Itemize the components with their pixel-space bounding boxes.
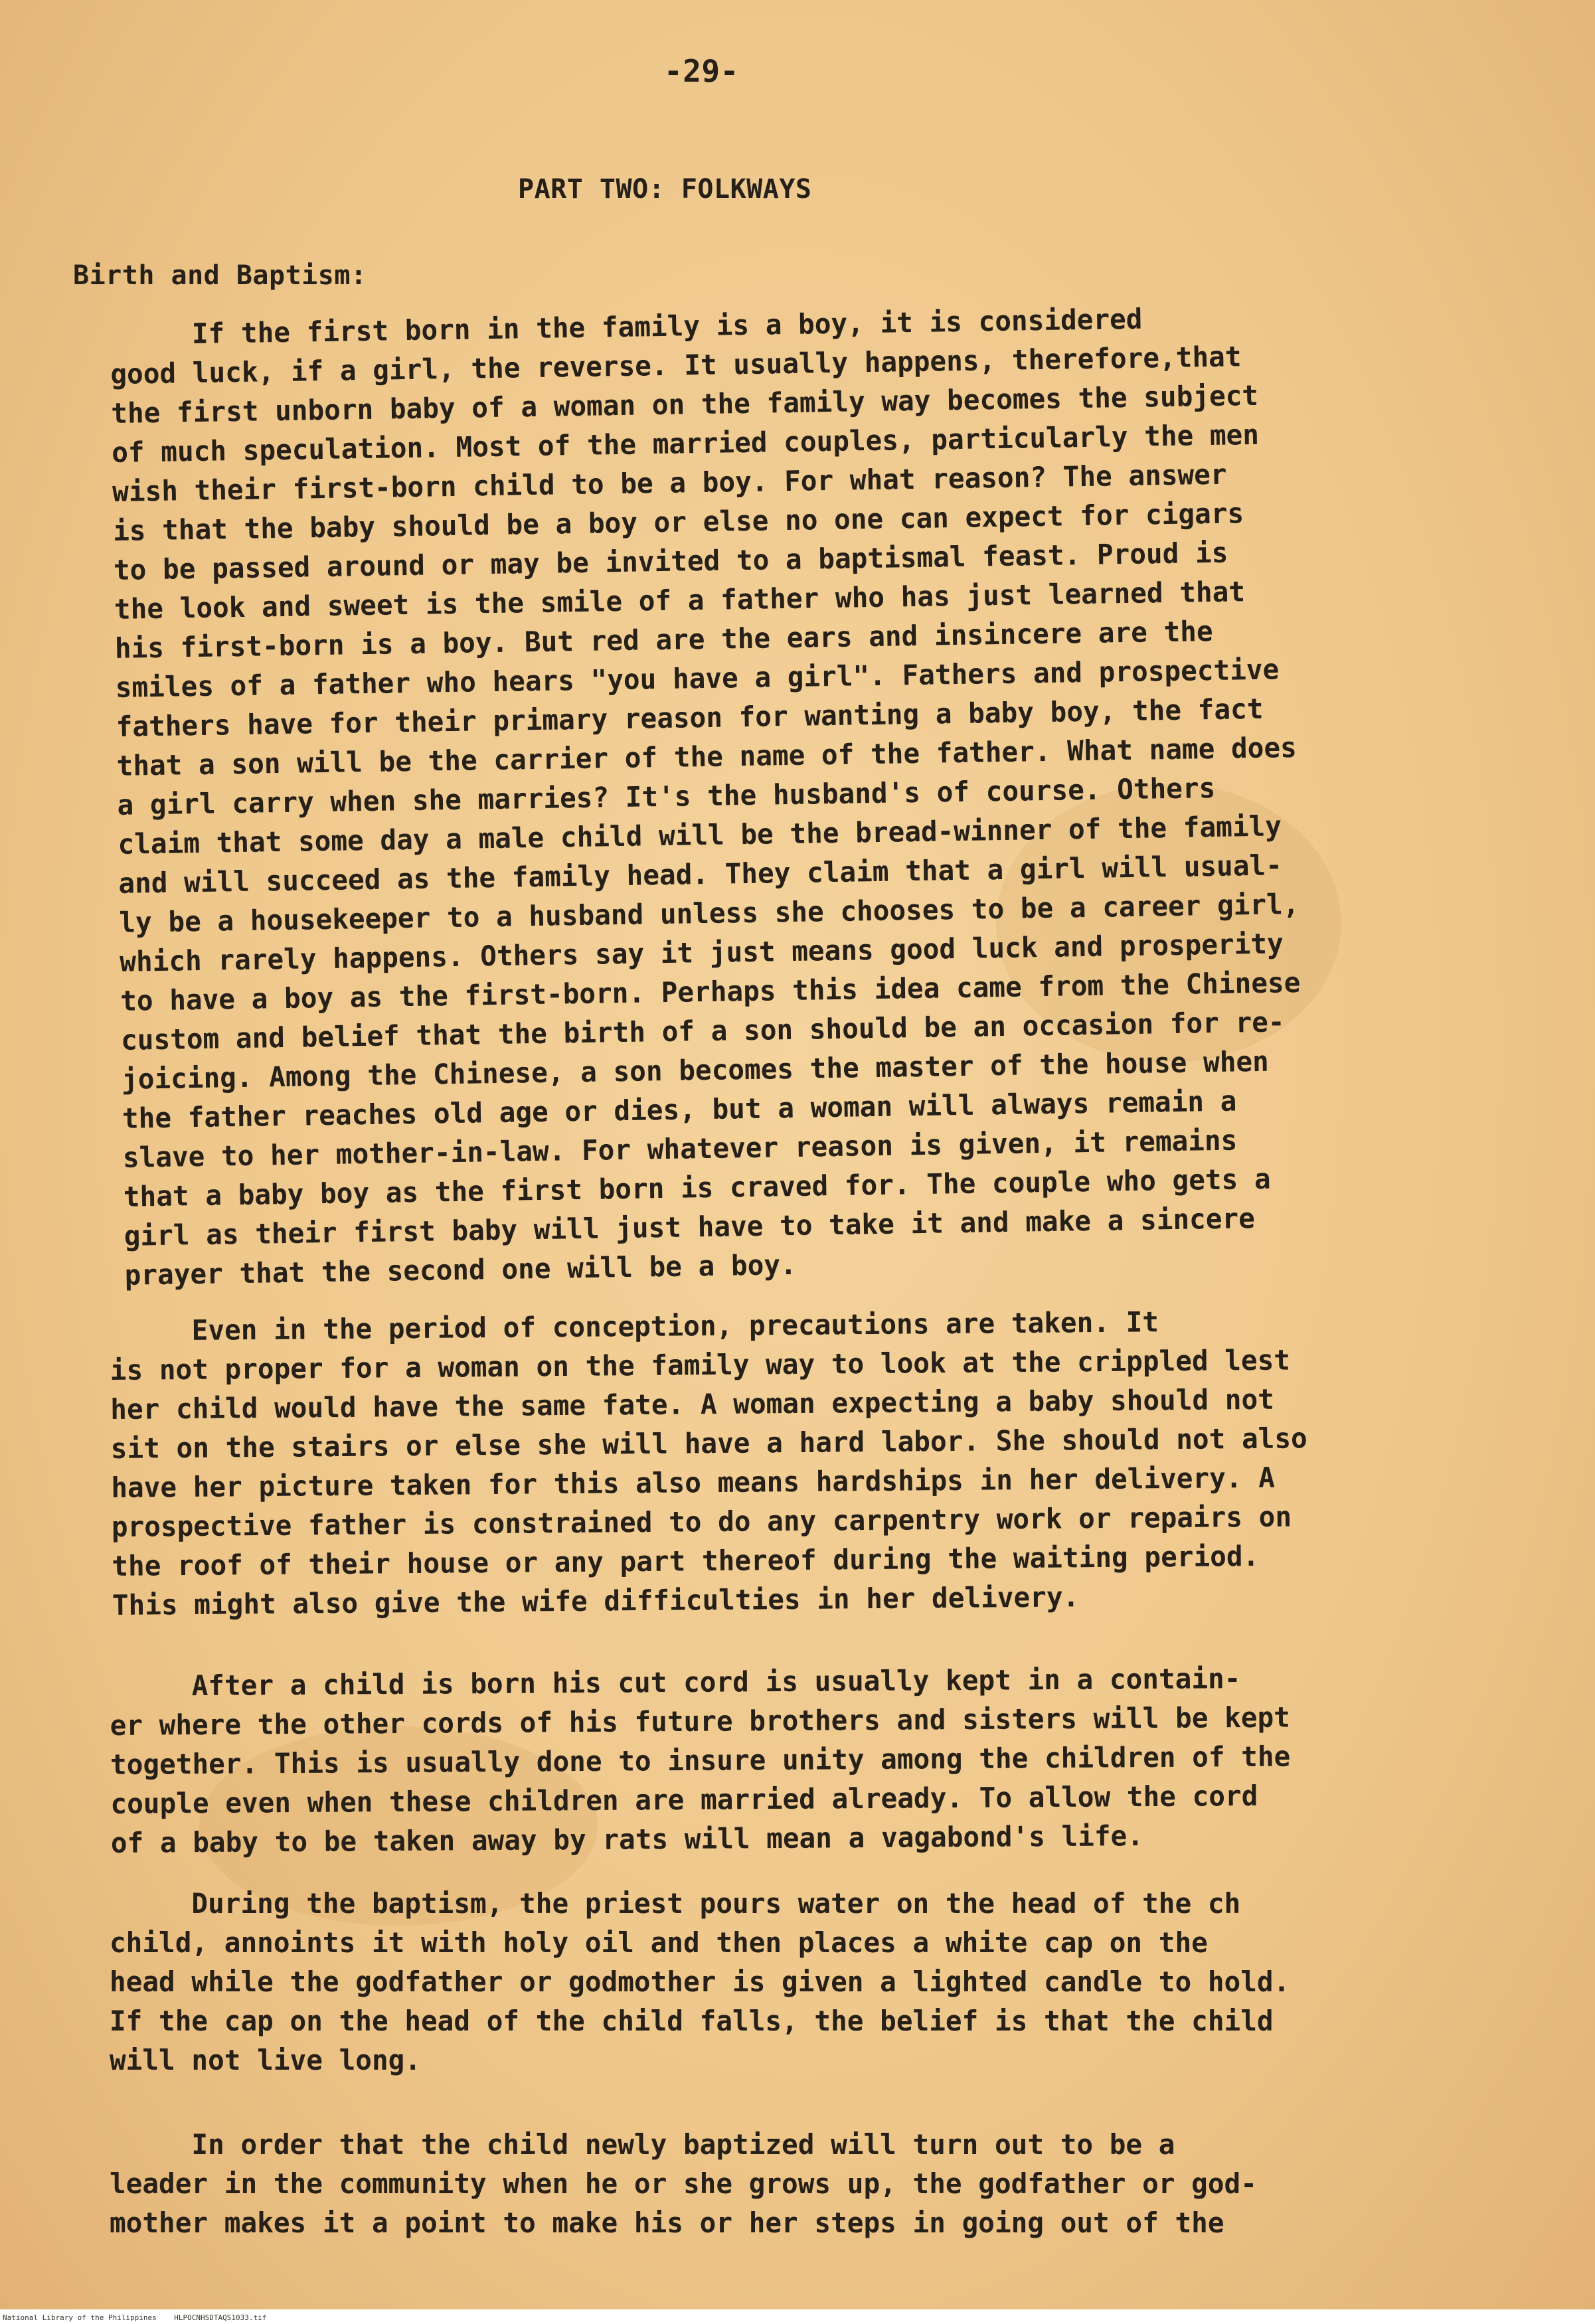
text-line: good luck, if a girl, the reverse. It usually happens, therefore,that xyxy=(110,340,1242,390)
text-line: that a baby boy as the first born is craved for. The couple who gets a xyxy=(123,1162,1271,1213)
paragraph-godparent xyxy=(110,2125,1504,2242)
text-line: joicing. Among the Chinese, a son becomes the master of the house when xyxy=(121,1044,1270,1096)
text-line: have her picture taken for this also means hardships in her delivery. A xyxy=(111,1461,1276,1504)
text-line: mother makes it a point to make his or her steps in going out of the xyxy=(110,2206,1224,2239)
text-line: of much speculation. Most of the married couples, particularly the men xyxy=(111,418,1260,469)
text-line: couple even when these children are married already. To allow the cord xyxy=(110,1779,1258,1820)
page-number: -29- xyxy=(664,53,739,89)
text-line: smiles of a father who hears "you have a girl". Fathers and prospective xyxy=(115,653,1280,704)
text-line: and will succeed as the family head. They claim that a girl will usual- xyxy=(118,849,1283,900)
text-line: This might also give the wife difficulties in her delivery. xyxy=(112,1580,1080,1621)
text-line: In order that the child newly baptized will turn out to be a xyxy=(110,2128,1175,2161)
text-line: a girl carry when she marries? It's the husband's of course. Others xyxy=(117,771,1216,821)
text-line: ly be a housekeeper to a husband unless she chooses to be a career girl, xyxy=(118,887,1300,939)
text-line: leader in the community when he or she grows up, the godfather or god- xyxy=(110,2167,1257,2200)
text-line: prayer that the second one will be a boy. xyxy=(124,1248,798,1291)
text-line: which rarely happens. Others say it just means good luck and prosperity xyxy=(119,927,1284,978)
scan-footer-caption: National Library of the Philippines HLPOCNHSDTAQS1033.tif xyxy=(3,2313,267,2322)
text-line: claim that some day a male child will be the bread-winner of the family xyxy=(118,809,1282,861)
text-line: wish their first-born child to be a boy. For what reason? The answer xyxy=(112,457,1227,508)
text-line: If the first born in the family is a boy, it is considered xyxy=(110,302,1143,351)
paragraph-cut-cord xyxy=(110,1657,1505,1863)
text-line: to have a boy as the first-born. Perhaps this idea came from the Chinese xyxy=(120,965,1301,1017)
text-line: fathers have for their primary reason for wanting a baby boy, the fact xyxy=(116,692,1264,743)
text-line: sit on the stairs or else she will have a hard labor. She should not also xyxy=(110,1422,1307,1465)
text-line: is not proper for a woman on the family way to look at the crippled lest xyxy=(110,1343,1291,1386)
section-heading: Birth and Baptism: xyxy=(73,260,367,291)
text-line: is that the baby should be a boy or else no one can expect for cigars xyxy=(112,497,1244,547)
text-line: his first-born is a boy. But red are the ears and insincere are the xyxy=(114,614,1213,665)
text-line: her child would have the same fate. A woman expecting a baby should not xyxy=(110,1382,1275,1426)
text-line: er where the other cords of his future brothers and sisters will be kept xyxy=(110,1701,1291,1742)
text-line: child, annoints it with holy oil and then places a white cap on the xyxy=(110,1926,1208,1959)
text-line: girl as their first baby will just have to take it and make a sincere xyxy=(124,1202,1256,1252)
paragraph-baptism xyxy=(110,1884,1504,2080)
text-line: that a son will be the carrier of the name of the father. What name does xyxy=(116,731,1298,782)
text-line: Even in the period of conception, precautions are taken. It xyxy=(110,1305,1159,1347)
part-title: PART TWO: FOLKWAYS xyxy=(518,174,812,205)
text-line: the father reaches old age or dies, but a woman will always remain a xyxy=(122,1084,1237,1135)
text-line: If the cap on the head of the child falls, the belief is that the child xyxy=(110,2005,1274,2037)
text-line: After a child is born his cut cord is usually kept in a contain- xyxy=(110,1662,1241,1702)
text-line: the first unborn baby of a woman on the family way becomes the subject xyxy=(110,378,1259,430)
text-line: to be passed around or may be invited to a baptismal feast. Proud is xyxy=(113,536,1228,586)
paragraph-conception xyxy=(110,1299,1507,1625)
text-line: slave to her mother-in-law. For whatever reason is given, it remains xyxy=(122,1123,1238,1174)
text-line: of a baby to be taken away by rats will mean a vagabond's life. xyxy=(110,1819,1144,1859)
text-line: custom and belief that the birth of a son should be an occasion for re- xyxy=(120,1005,1285,1056)
text-line: the look and sweet is the smile of a father who has just learned that xyxy=(114,575,1246,625)
text-line: head while the godfather or godmother is given a lighted candle to hold. xyxy=(110,1965,1290,1998)
text-line: the roof of their house or any part thereof during the waiting period. xyxy=(112,1539,1260,1582)
paragraph-first-born xyxy=(110,293,1519,1295)
text-line: During the baptism, the priest pours water on the head of the ch xyxy=(110,1887,1241,1920)
text-line: prospective father is constrained to do any carpentry work or repairs on xyxy=(111,1500,1292,1543)
text-line: together. This is usually done to insure unity among the children of the xyxy=(110,1740,1291,1781)
text-line: will not live long. xyxy=(110,2044,422,2076)
